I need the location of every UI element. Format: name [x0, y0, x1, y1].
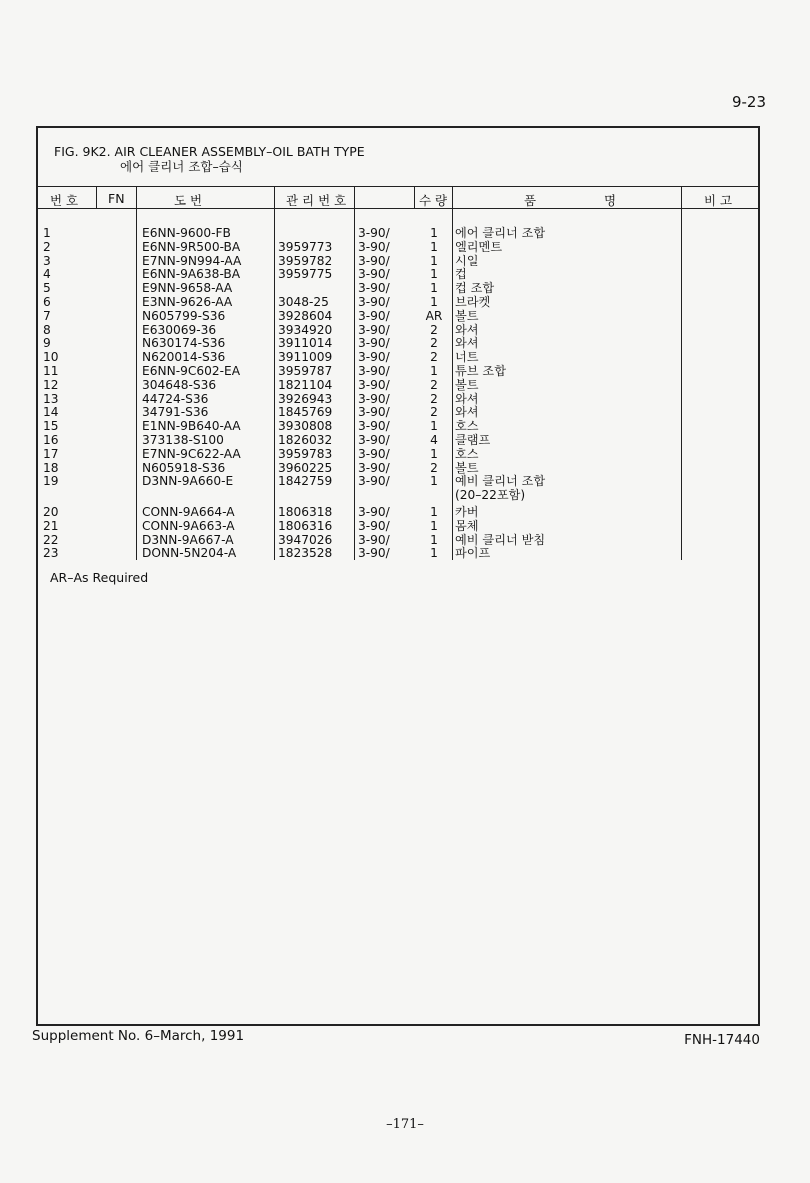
version: 3-90/ [358, 239, 390, 254]
part-name: 와셔 [455, 391, 479, 406]
row-number: 15 [43, 419, 59, 434]
drawing-number: 44724-S36 [142, 391, 209, 406]
version: 3-90/ [358, 308, 390, 323]
table-row [38, 474, 758, 488]
document-code: FNH-17440 [684, 1032, 760, 1048]
drawing-number: E1NN-9B640-AA [142, 419, 241, 434]
quantity: 1 [430, 518, 438, 533]
table-row [38, 226, 758, 240]
version: 3-90/ [358, 405, 390, 420]
part-name: 예비 클리너 조합 [455, 474, 546, 489]
table-row [38, 309, 758, 323]
table-row [38, 488, 758, 502]
header-qty: 수 량 [419, 193, 448, 208]
figure-title-english: FIG. 9K2. AIR CLEANER ASSEMBLY–OIL BATH TYPE [54, 144, 365, 159]
table-row [38, 267, 758, 281]
quantity: 1 [430, 546, 438, 561]
quantity: 1 [430, 419, 438, 434]
table-header [38, 186, 758, 209]
part-name: 호스 [455, 419, 479, 434]
quantity: AR [425, 308, 443, 323]
row-number: 23 [43, 546, 59, 561]
drawing-number: 373138-S100 [142, 433, 224, 447]
divider-no [96, 186, 97, 209]
version: 3-90/ [358, 474, 390, 489]
quantity: 1 [430, 281, 438, 296]
version: 3-90/ [358, 350, 390, 365]
management-number: 3960225 [278, 460, 333, 475]
header-fn: FN [108, 191, 125, 206]
version: 3-90/ [358, 281, 390, 296]
drawing-number: E6NN-9C602-EA [142, 364, 241, 378]
part-name: 볼트 [455, 377, 479, 392]
drawing-number: E7NN-9N994-AA [142, 253, 242, 268]
part-name: 컵 [455, 267, 467, 282]
quantity: 1 [430, 295, 438, 309]
drawing-number: D3NN-9A667-A [142, 532, 234, 547]
management-number: 3959782 [278, 253, 333, 268]
part-name: 몸체 [455, 518, 479, 533]
table-row [38, 405, 758, 419]
drawing-number: D3NN-9A660-E [142, 474, 234, 489]
drawing-number: DONN-5N204-A [142, 546, 237, 561]
part-name: (20–22포함) [455, 488, 526, 503]
supplement-note: Supplement No. 6–March, 1991 [32, 1028, 245, 1044]
version: 3-90/ [358, 546, 390, 561]
part-name: 에어 클리너 조합 [455, 226, 546, 240]
drawing-number: N605918-S36 [142, 460, 226, 475]
version: 3-90/ [358, 391, 390, 406]
row-number: 3 [43, 253, 51, 268]
drawing-number: 304648-S36 [142, 377, 217, 392]
row-number: 6 [43, 295, 51, 309]
row-number: 20 [43, 505, 59, 519]
row-number: 17 [43, 446, 59, 461]
quantity: 2 [430, 336, 438, 351]
row-number: 5 [43, 281, 51, 296]
part-name: 튜브 조합 [455, 364, 506, 378]
row-number: 7 [43, 308, 51, 323]
management-number: 3947026 [278, 532, 333, 547]
drawing-number: E3NN-9626-AA [142, 295, 233, 309]
quantity: 2 [430, 460, 438, 475]
row-number: 2 [43, 239, 51, 254]
management-number: 3911009 [278, 350, 333, 365]
quantity: 2 [430, 322, 438, 337]
quantity: 2 [430, 405, 438, 420]
part-name: 와셔 [455, 322, 479, 337]
quantity: 4 [430, 433, 438, 447]
part-name: 카버 [455, 505, 479, 519]
management-number: 3926943 [278, 391, 333, 406]
drawing-number: E6NN-9R500-BA [142, 239, 241, 254]
divider-qty-left [414, 186, 415, 209]
management-number: 3930808 [278, 419, 333, 434]
quantity: 1 [430, 364, 438, 378]
quantity: 1 [430, 446, 438, 461]
management-number: 3959773 [278, 239, 333, 254]
version: 3-90/ [358, 518, 390, 533]
table-row [38, 533, 758, 547]
part-name: 클램프 [455, 433, 491, 447]
table-row [38, 323, 758, 337]
row-number: 9 [43, 336, 51, 351]
row-number: 12 [43, 377, 59, 392]
drawing-number: E6NN-9600-FB [142, 226, 231, 240]
management-number: 3959787 [278, 364, 333, 378]
management-number: 3048-25 [278, 295, 329, 309]
table-row [38, 240, 758, 254]
management-number: 3959775 [278, 267, 333, 282]
table-row [38, 295, 758, 309]
drawing-number: E630069-36 [142, 322, 217, 337]
drawing-number: N605799-S36 [142, 308, 226, 323]
part-name: 예비 클리너 받침 [455, 532, 546, 547]
drawing-number: 34791-S36 [142, 405, 209, 420]
header-no: 번 호 [50, 193, 79, 208]
part-name: 브라켓 [455, 295, 491, 309]
version: 3-90/ [358, 446, 390, 461]
drawing-number: E6NN-9A638-BA [142, 267, 241, 282]
row-number: 16 [43, 433, 59, 447]
part-name: 볼트 [455, 460, 479, 475]
management-number: 3934920 [278, 322, 333, 337]
quantity: 1 [430, 505, 438, 519]
row-number: 1 [43, 226, 51, 240]
drawing-number: N620014-S36 [142, 350, 226, 365]
drawing-number: E7NN-9C622-AA [142, 446, 241, 461]
version: 3-90/ [358, 505, 390, 519]
table-row [38, 254, 758, 268]
management-number: 1826032 [278, 433, 333, 447]
table-row [38, 433, 758, 447]
part-name: 와셔 [455, 336, 479, 351]
header-mgmt: 관 리 번 호 [286, 193, 347, 208]
header-remarks: 비 고 [704, 193, 733, 208]
quantity: 1 [430, 267, 438, 282]
table-row [38, 392, 758, 406]
figure-title-korean: 에어 클리너 조합–습식 [120, 159, 243, 174]
table-row [38, 350, 758, 364]
row-number: 19 [43, 474, 59, 489]
quantity: 1 [430, 474, 438, 489]
version: 3-90/ [358, 364, 390, 378]
row-number: 18 [43, 460, 59, 475]
table-row [38, 546, 758, 560]
version: 3-90/ [358, 336, 390, 351]
table-row [38, 378, 758, 392]
version: 3-90/ [358, 419, 390, 434]
management-number: 3911014 [278, 336, 333, 351]
management-number: 1821104 [278, 377, 333, 392]
row-number: 22 [43, 532, 59, 547]
row-number: 10 [43, 350, 59, 365]
quantity: 1 [430, 253, 438, 268]
figure-title [54, 144, 365, 174]
quantity: 1 [430, 532, 438, 547]
header-name-a: 품 [524, 193, 537, 208]
table-row [38, 447, 758, 461]
management-number: 1842759 [278, 474, 333, 489]
version: 3-90/ [358, 226, 390, 240]
header-name-b: 명 [604, 193, 617, 208]
version: 3-90/ [358, 295, 390, 309]
part-name: 파이프 [455, 546, 491, 561]
management-number: 1806316 [278, 518, 333, 533]
header-drawing: 도 번 [174, 193, 203, 208]
page-number: 9-23 [731, 93, 766, 111]
quantity: 2 [430, 391, 438, 406]
drawing-number: CONN-9A664-A [142, 505, 235, 519]
version: 3-90/ [358, 322, 390, 337]
as-required-note: AR–As Required [50, 570, 149, 585]
table-row [38, 419, 758, 433]
quantity: 2 [430, 377, 438, 392]
table-row [38, 505, 758, 519]
quantity: 1 [430, 226, 438, 240]
table-row [38, 461, 758, 475]
row-number: 11 [43, 364, 59, 378]
drawing-number: N630174-S36 [142, 336, 226, 351]
version: 3-90/ [358, 377, 390, 392]
row-number: 21 [43, 518, 59, 533]
table-row [38, 519, 758, 533]
part-name: 시일 [455, 253, 479, 268]
bottom-page-number: –171– [386, 1117, 424, 1132]
quantity: 2 [430, 350, 438, 365]
drawing-number: CONN-9A663-A [142, 518, 235, 533]
part-name: 엘리멘트 [455, 239, 503, 254]
version: 3-90/ [358, 267, 390, 282]
management-number: 3928604 [278, 308, 333, 323]
part-name: 컵 조합 [455, 281, 495, 296]
version: 3-90/ [358, 460, 390, 475]
version: 3-90/ [358, 532, 390, 547]
table-row [38, 364, 758, 378]
management-number: 1845769 [278, 405, 333, 420]
drawing-number: E9NN-9658-AA [142, 281, 233, 296]
management-number: 1806318 [278, 505, 333, 519]
part-name: 볼트 [455, 308, 479, 323]
table-row [38, 336, 758, 350]
row-number: 13 [43, 391, 59, 406]
quantity: 1 [430, 239, 438, 254]
parts-table-frame [36, 126, 760, 1026]
row-number: 8 [43, 322, 51, 337]
management-number: 1823528 [278, 546, 333, 561]
part-name: 너트 [455, 350, 479, 365]
version: 3-90/ [358, 253, 390, 268]
part-name: 호스 [455, 446, 479, 461]
management-number: 3959783 [278, 446, 333, 461]
part-name: 와셔 [455, 405, 479, 420]
row-number: 14 [43, 405, 59, 420]
row-number: 4 [43, 267, 51, 282]
table-row [38, 281, 758, 295]
version: 3-90/ [358, 433, 390, 447]
